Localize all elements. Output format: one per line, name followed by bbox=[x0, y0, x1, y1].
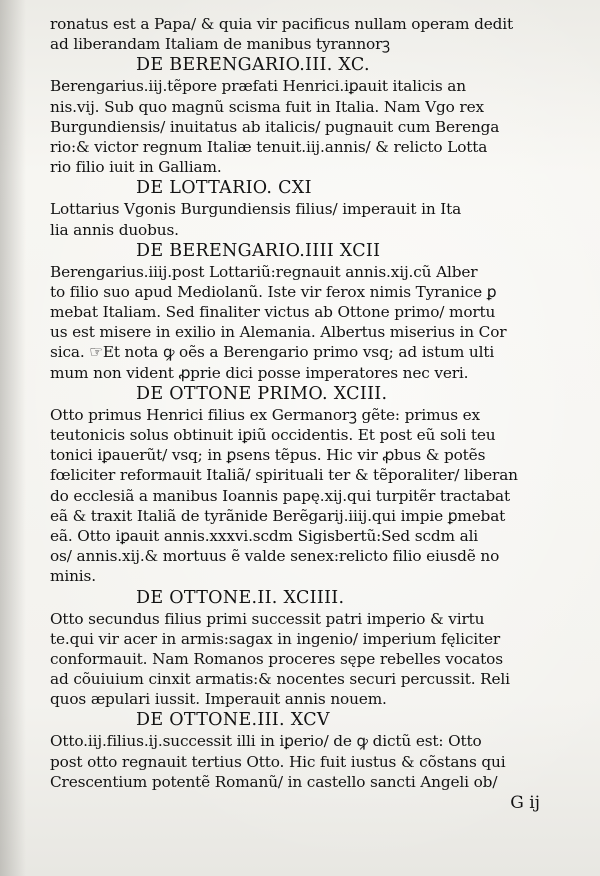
text-line: minis. bbox=[50, 567, 96, 586]
text-line: quos æpulari iussit. Imperauit annis nouem. bbox=[50, 690, 387, 709]
text-line: eã & traxit Italiã de tyrãnide Berẽgarij.iiij.qui impie ꝑmebat bbox=[50, 506, 506, 525]
text-line: sica. ☞Et nota ꝙ oẽs a Berengario primo vsq; ad istum ulti bbox=[50, 343, 495, 362]
text-line: ronatus est a Papa/ & quia vir pacificus nullam operam dedit bbox=[50, 15, 514, 33]
text-line: Burgundiensis/ inuitatus ab italicis/ pugnauit cum Berenga bbox=[50, 117, 500, 136]
text-line: Otto.iij.filius.ij.successit illi in iꝑerio/ de ꝙ dictũ est: Otto bbox=[50, 732, 482, 751]
text-line: post otto regnauit tertius Otto. Hic fuit iustus & cõstans qui bbox=[50, 752, 506, 771]
text-line: rio:& victor regnum Italiæ tenuit.iij.annis/ & relicto Lotta bbox=[50, 137, 488, 156]
text-line: conformauit. Nam Romanos proceres sępe rebelles vocatos bbox=[50, 649, 503, 668]
text-line: to filio suo apud Mediolanũ. Iste vir ferox nimis Tyranice ꝑ bbox=[50, 282, 497, 301]
text-line: Berengarius.iij.tẽpore præfati Henrici.iꝑauit italicis an bbox=[50, 77, 466, 96]
section-heading: DE BERENGARIO.III. XC. bbox=[136, 55, 370, 76]
text-line: teutonicis solus obtinuit iꝑiũ occidentis. Et post eũ soli teu bbox=[50, 426, 496, 444]
text-line: os/ annis.xij.& mortuus ẽ valde senex:relicto filio eiusdẽ no bbox=[50, 547, 500, 566]
section-heading: DE LOTTARIO. CXI bbox=[136, 178, 312, 199]
section-heading: DE OTTONE PRIMO. XCIII. bbox=[136, 383, 388, 404]
section-heading: DE OTTONE.III. XCV bbox=[136, 710, 330, 731]
text-line: lia annis duobus. bbox=[50, 220, 179, 239]
text-line: Crescentium potentẽ Romanũ/ in castello sancti Angeli ob/ bbox=[50, 772, 498, 791]
text-line: Otto secundus filius primi successit patri imperio & virtu bbox=[50, 609, 485, 628]
signature-mark: G ij bbox=[510, 793, 540, 813]
text-line: Berengarius.iiij.post Lottariũ:regnauit annis.xij.cũ Alber bbox=[50, 262, 478, 281]
text-line: fœliciter reformauit Italiã/ spirituali ter & tẽporaliter/ liberan bbox=[50, 466, 518, 485]
text-line: do ecclesiã a manibus Ioannis papę.xij.qui turpitẽr tractabat bbox=[50, 486, 510, 505]
text-line: Otto primus Henrici filius ex Germanorꝫ gẽte: primus ex bbox=[50, 405, 481, 424]
text-line: eã. Otto iꝑauit annis.xxxvi.scdm Sigisbertũ:Sed scdm ali bbox=[50, 526, 479, 545]
page-gutter-shadow bbox=[0, 0, 26, 876]
text-line: nis.vij. Sub quo magnũ scisma fuit in Italia. Nam Vgo rex bbox=[50, 97, 484, 116]
text-line: mebat Italiam. Sed finaliter victus ab Ottone primo/ mortu bbox=[50, 303, 496, 322]
text-line: us est misere in exilio in Alemania. Albertus miserius in Cor bbox=[50, 323, 507, 342]
text-line: ad cõuiuium cinxit armatis:& nocentes securi percussit. Reli bbox=[50, 670, 510, 689]
text-line: mum non vident ꝓprie dici posse imperatores nec veri. bbox=[50, 363, 469, 382]
text-line: tonici iꝑauerũt/ vsq; in ꝑsens tẽpus. Hic vir ꝓbus & potẽs bbox=[50, 446, 486, 465]
page-text bbox=[50, 14, 550, 814]
text-line: rio filio iuit in Galliam. bbox=[50, 158, 222, 177]
section-heading: DE OTTONE.II. XCIIII. bbox=[136, 587, 345, 608]
text-line: ad liberandam Italiam de manibus tyrannorꝫ bbox=[50, 35, 390, 54]
text-line: Lottarius Vgonis Burgundiensis filius/ imperauit in Ita bbox=[50, 200, 462, 219]
section-heading: DE BERENGARIO.IIII XCII bbox=[136, 240, 381, 261]
text-line: te.qui vir acer in armis:sagax in ingenio/ imperium fęliciter bbox=[50, 629, 501, 648]
